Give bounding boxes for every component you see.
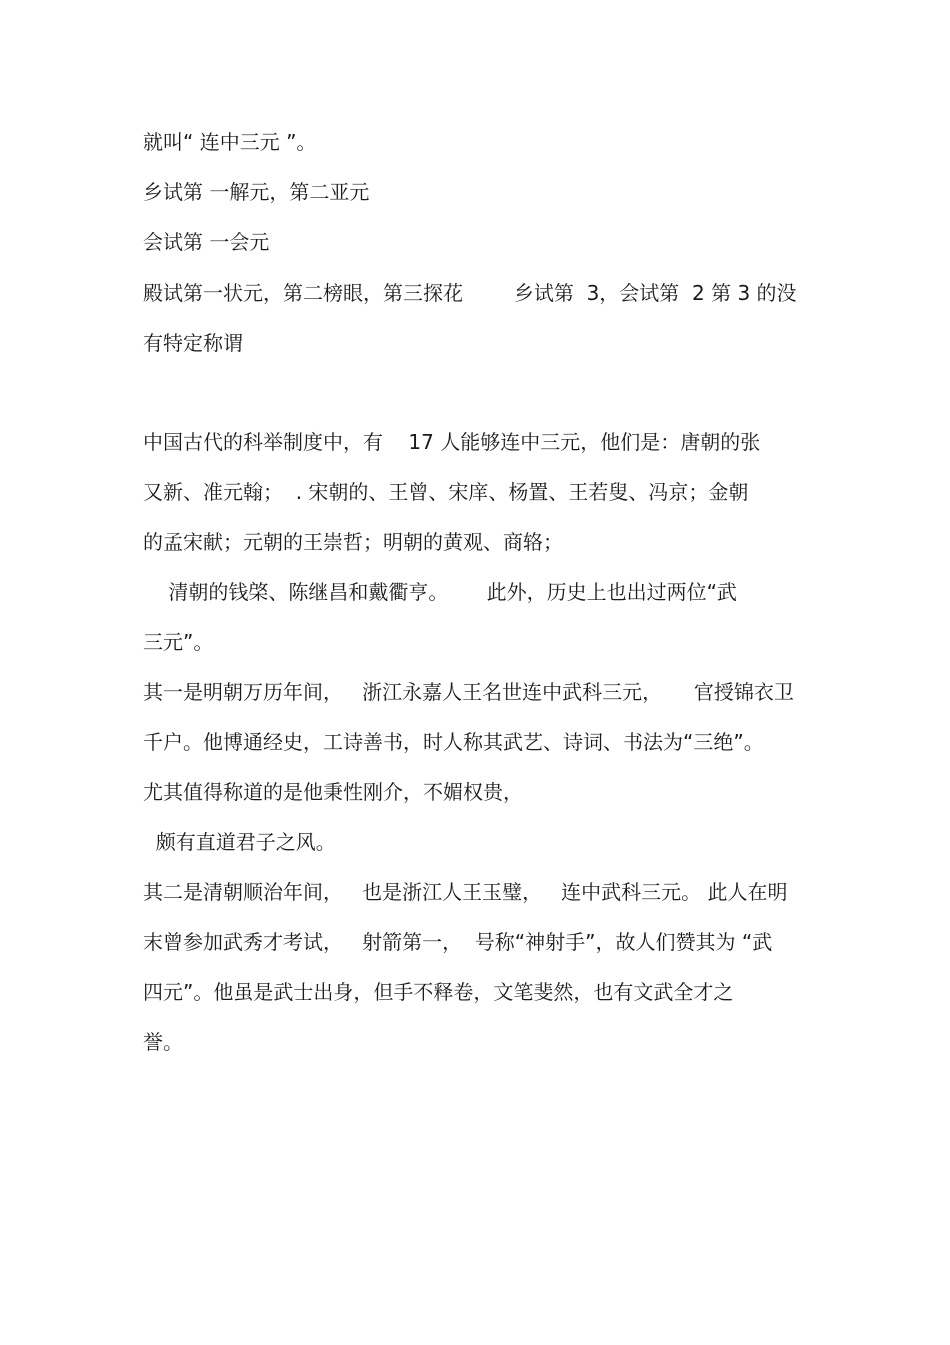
text-line-2: 乡试第 一解元，第二亚元: [143, 180, 370, 204]
text-line-14: 颇有直道君子之风。: [143, 830, 336, 854]
text-line-16: 末曾参加武秀才考试， 射箭第一， 号称“神射手”，故人们赞其为 “武: [143, 930, 773, 954]
text-line-1: 就叫“ 连中三元 ”。: [143, 130, 317, 154]
text-line-11: 其一是明朝万历年间， 浙江永嘉人王名世连中武科三元， 官授锦衣卫: [143, 680, 794, 704]
text-line-17: 四元”。他虽是武士出身，但手不释卷，文笔斐然，也有文武全才之: [143, 980, 734, 1004]
text-line-4: 殿试第一状元，第二榜眼，第三探花 乡试第 3，会试第 2 第 3 的没: [143, 281, 797, 305]
text-line-12: 千户。他博通经史，工诗善书，时人称其武艺、诗词、书法为“三绝”。: [143, 730, 764, 754]
text-line-8: 的孟宋献；元朝的王崇哲；明朝的黄观、商辂；: [143, 530, 563, 554]
text-line-7: 又新、准元翰； . 宋朝的、王曾、宋庠、杨置、王若叟、冯京；金朝: [143, 480, 749, 504]
text-line-5: 有特定称谓: [143, 331, 243, 355]
text-line-18: 誉。: [143, 1030, 183, 1054]
text-line-9: 清朝的钱棨、陈继昌和戴衢亨。 此外，历史上也出过两位“武: [143, 580, 737, 604]
text-line-6: 中国古代的科举制度中，有 17 人能够连中三元，他们是：唐朝的张: [143, 430, 761, 454]
text-line-10: 三元”。: [143, 630, 214, 654]
text-line-3: 会试第 一会元: [143, 230, 270, 254]
text-line-15: 其二是清朝顺治年间， 也是浙江人王玉璧， 连中武科三元。 此人在明: [143, 880, 788, 904]
text-line-13: 尤其值得称道的是他秉性刚介，不媚权贵，: [143, 780, 523, 804]
